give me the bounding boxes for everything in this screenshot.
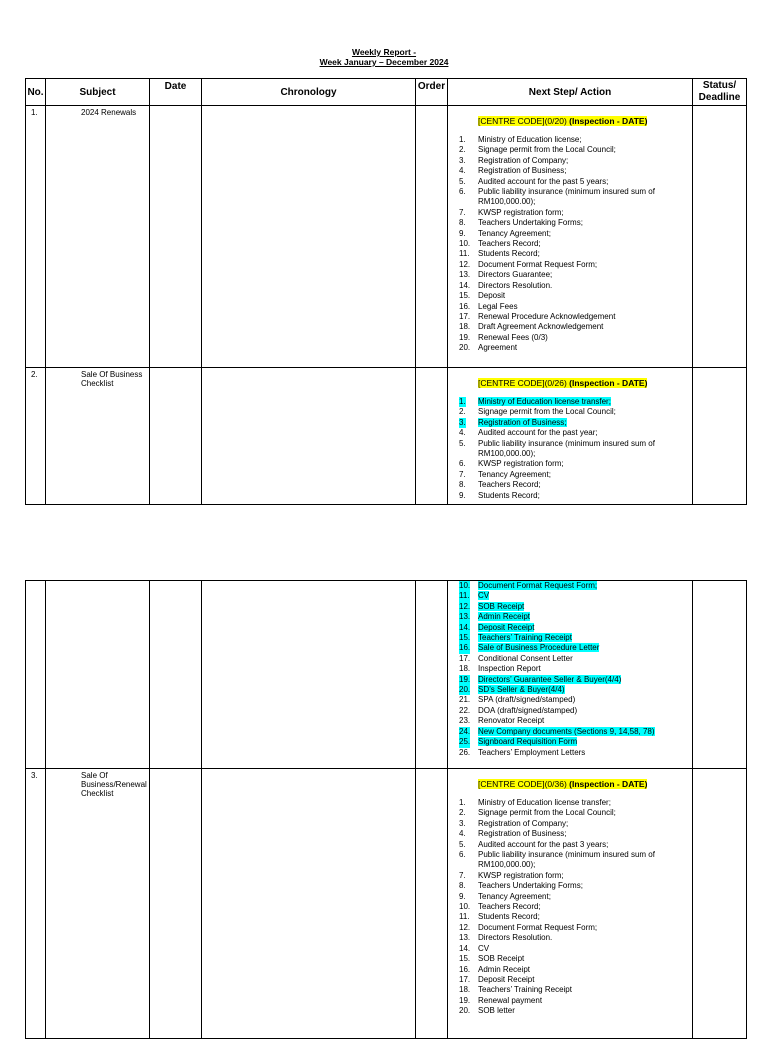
list-item-text: Tenancy Agreement;: [478, 891, 551, 901]
list-item-text: Students Record;: [478, 249, 540, 259]
centre-code-label: [CENTRE CODE](0/20) (Inspection - DATE): [478, 116, 648, 126]
list-item-text: Registration of Business;: [478, 166, 567, 176]
list-item-text: SOB Receipt: [478, 601, 525, 611]
list-item-text: Document Format Request Form;: [478, 581, 598, 590]
list-item-text: Public liability insurance (minimum insured sum of RM100,000.00);: [478, 850, 655, 870]
list-item: 6. KWSP registration form;: [459, 459, 564, 469]
list-item-text: Conditional Consent Letter: [478, 653, 573, 663]
list-item: 18. Inspection Report: [459, 664, 541, 674]
list-item: 26. Teachers’ Employment Letters: [459, 747, 586, 757]
list-item-text: Inspection Report: [478, 664, 541, 674]
row-chronology: [202, 106, 416, 368]
list-item: 2. Signage permit from the Local Council;: [459, 145, 616, 155]
list-item-text: Audited account for the past 3 years;: [478, 839, 609, 849]
list-item-text: SOB letter: [478, 1006, 515, 1016]
table-row: [26, 769, 747, 1039]
list-item-text: Admin Receipt: [478, 964, 531, 974]
list-item-text: Signboard Requisition Form: [478, 737, 578, 747]
list-item: 3. Registration of Company;: [459, 818, 569, 828]
list-item-text: CV: [478, 943, 490, 953]
list-item-text: Renovator Receipt: [478, 716, 545, 726]
list-item-text: Admin Receipt: [478, 612, 531, 622]
col-header-order: Order: [416, 79, 448, 106]
list-item: 9. Students Record;: [459, 490, 540, 500]
col-header-no: No.: [26, 79, 46, 106]
row-subject: Sale Of Business/Renewal Checklist: [81, 771, 147, 798]
list-item: 14. Deposit Receipt: [459, 622, 535, 632]
row-subject: 2024 Renewals: [81, 108, 137, 117]
col-header-status-label: Status/ Deadline: [698, 80, 741, 103]
row-status: [693, 769, 747, 1039]
row-next-step: [448, 581, 693, 769]
list-item: 17. Deposit Receipt: [459, 974, 535, 984]
row-subject: Sale Of Business Checklist: [81, 370, 143, 388]
list-item-text: Ministry of Education license;: [478, 135, 582, 144]
row-next-step: [448, 106, 693, 368]
list-item: 7. Tenancy Agreement;: [459, 469, 551, 479]
row-chronology: [202, 769, 416, 1039]
report-title: Weekly Report -: [351, 47, 417, 57]
list-item: 15. SOB Receipt: [459, 954, 525, 964]
list-item: 5. Public liability insurance (minimum insured sum of RM100,000.00);: [459, 438, 655, 459]
row-order: [416, 368, 448, 505]
list-item-text: Teachers’ Training Receipt: [478, 985, 572, 995]
list-item: 8. Teachers Undertaking Forms;: [459, 881, 583, 891]
row-number: 1.: [31, 108, 38, 117]
list-item: 7. KWSP registration form;: [459, 207, 564, 217]
list-item-text: Public liability insurance (minimum insured sum of RM100,000.00);: [478, 187, 655, 207]
list-item-text: SD’s Seller & Buyer(4/4): [478, 685, 565, 695]
list-item: 13. Directors Guarantee;: [459, 270, 553, 280]
list-item: 12. Document Format Request Form;: [459, 922, 598, 932]
list-item: 16. Sale of Business Procedure Letter: [459, 643, 600, 653]
list-item: 10. Teachers Record;: [459, 239, 541, 249]
list-item: 11. Students Record;: [459, 912, 540, 922]
list-item: 17. Conditional Consent Letter: [459, 653, 573, 663]
list-item-text: Sale of Business Procedure Letter: [478, 643, 600, 653]
list-item-text: Registration of Business;: [478, 417, 567, 427]
list-item-text: KWSP registration form;: [478, 207, 564, 217]
list-item: 1. Ministry of Education license transfer;: [459, 798, 611, 807]
list-item: 21. SPA (draft/signed/stamped): [459, 695, 576, 705]
list-item: 4. Registration of Business;: [459, 829, 567, 839]
table-row: [26, 368, 747, 505]
list-item-text: Tenancy Agreement;: [478, 228, 551, 238]
row-chronology: [202, 581, 416, 769]
list-item: 24. New Company documents (Sections 9, 14,58, 78): [459, 726, 655, 736]
table-row: [26, 106, 747, 368]
list-item-text: Tenancy Agreement;: [478, 469, 551, 479]
list-item: 14. CV: [459, 943, 490, 953]
list-item: 7. KWSP registration form;: [459, 870, 564, 880]
list-item: 4. Registration of Business;: [459, 166, 567, 176]
list-item: 2. Signage permit from the Local Council;: [459, 407, 616, 417]
list-item-text: KWSP registration form;: [478, 870, 564, 880]
list-item-text: SOB Receipt: [478, 954, 525, 964]
list-item-text: Directors Resolution.: [478, 280, 553, 290]
list-item: 20. SD’s Seller & Buyer(4/4): [459, 685, 565, 695]
list-item-text: Registration of Company;: [478, 155, 569, 165]
row-status: [693, 581, 747, 769]
list-item-text: Agreement: [478, 343, 518, 353]
list-item-text: Draft Agreement Acknowledgement: [478, 322, 604, 332]
list-item-text: Signage permit from the Local Council;: [478, 145, 616, 155]
list-item-text: Public liability insurance (minimum insured sum of RM100,000.00);: [478, 438, 655, 459]
row-date: [150, 581, 202, 769]
list-item: 15. Teachers’ Training Receipt: [459, 633, 572, 643]
list-item-text: Directors Guarantee;: [478, 270, 553, 280]
header-row: [26, 79, 747, 106]
list-item: 6. Public liability insurance (minimum insured sum of RM100,000.00);: [459, 850, 655, 870]
list-item: 19. Directors’ Guarantee Seller & Buyer(4/4): [459, 674, 622, 684]
list-item: 11. CV: [459, 591, 490, 601]
list-item: 12. Document Format Request Form;: [459, 259, 598, 269]
list-item-text: Registration of Company;: [478, 818, 569, 828]
list-item: 9. Tenancy Agreement;: [459, 228, 551, 238]
list-item: 8. Teachers Undertaking Forms;: [459, 218, 583, 228]
list-item-text: Teachers Undertaking Forms;: [478, 218, 583, 228]
report-subtitle: Week January – December 2024: [319, 57, 449, 67]
list-item-text: Directors Resolution.: [478, 933, 553, 943]
list-item-text: Signage permit from the Local Council;: [478, 407, 616, 417]
list-item-text: Renewal payment: [478, 995, 543, 1005]
list-item: 14. Directors Resolution.: [459, 280, 553, 290]
list-item: 18. Teachers’ Training Receipt: [459, 985, 572, 995]
list-item: 20. Agreement: [459, 343, 518, 353]
list-item: 8. Teachers Record;: [459, 480, 541, 490]
list-item-text: Registration of Business;: [478, 829, 567, 839]
list-item: 9. Tenancy Agreement;: [459, 891, 551, 901]
row-number: 3.: [31, 771, 38, 780]
list-item-text: Teachers Record;: [478, 902, 541, 912]
row-status: [693, 368, 747, 505]
report-table-part1: [25, 78, 747, 505]
list-item: 13. Directors Resolution.: [459, 933, 553, 943]
list-item: 5. Audited account for the past 5 years;: [459, 176, 609, 186]
list-item-text: Signage permit from the Local Council;: [478, 808, 616, 818]
list-item-text: Audited account for the past year;: [478, 428, 598, 438]
list-item: 11. Students Record;: [459, 249, 540, 259]
row-chronology: [202, 368, 416, 505]
list-item: 20. SOB letter: [459, 1006, 515, 1016]
list-item: 4. Audited account for the past year;: [459, 428, 598, 438]
list-item: 3. Registration of Company;: [459, 155, 569, 165]
row-order: [416, 769, 448, 1039]
checklist: [448, 397, 692, 501]
list-item-text: Document Format Request Form;: [478, 259, 598, 269]
col-header-status: [693, 79, 747, 106]
list-item-text: Teachers’ Employment Letters: [478, 747, 586, 757]
list-item-text: Teachers Record;: [478, 239, 541, 249]
row-date: [150, 368, 202, 505]
list-item-text: Teachers Record;: [478, 480, 541, 490]
list-item-text: New Company documents (Sections 9, 14,58, 78): [478, 726, 655, 736]
list-item: 15. Deposit: [459, 291, 506, 301]
list-item: 25. Signboard Requisition Form: [459, 737, 578, 747]
report-table-part2: [25, 580, 747, 1039]
list-item-text: Audited account for the past 5 years;: [478, 176, 609, 186]
list-item: 12. SOB Receipt: [459, 601, 525, 611]
list-item-text: DOA (draft/signed/stamped): [478, 705, 578, 715]
list-item-text: Renewal Procedure Acknowledgement: [478, 311, 616, 321]
list-item-text: Teachers Undertaking Forms;: [478, 881, 583, 891]
list-item-text: Ministry of Education license transfer;: [478, 798, 611, 807]
row-next-step: [448, 368, 693, 505]
checklist-continued: [448, 581, 692, 758]
list-item-text: Teachers’ Training Receipt: [478, 633, 572, 643]
checklist: [448, 135, 692, 354]
list-item: 10. Document Format Request Form;: [459, 581, 598, 590]
list-item-text: Legal Fees: [478, 301, 518, 311]
list-item: 6. Public liability insurance (minimum insured sum of RM100,000.00);: [459, 187, 655, 207]
list-item: 23. Renovator Receipt: [459, 716, 545, 726]
row-order: [416, 581, 448, 769]
list-item-text: KWSP registration form;: [478, 459, 564, 469]
list-item: 3. Registration of Business;: [459, 417, 567, 427]
list-item: 19. Renewal Fees (0/3): [459, 332, 548, 342]
list-item: 19. Renewal payment: [459, 995, 543, 1005]
list-item-text: Renewal Fees (0/3): [478, 332, 548, 342]
list-item-text: Students Record;: [478, 912, 540, 922]
list-item-text: Deposit Receipt: [478, 622, 535, 632]
row-number: 2.: [31, 370, 38, 379]
list-item: 1. Ministry of Education license;: [459, 135, 582, 144]
row-date: [150, 769, 202, 1039]
list-item-text: Deposit Receipt: [478, 974, 535, 984]
col-header-chronology: Chronology: [202, 79, 416, 106]
list-item-text: Deposit: [478, 291, 506, 301]
col-header-subject: Subject: [46, 79, 150, 106]
row-order: [416, 106, 448, 368]
table-row: [26, 581, 747, 769]
list-item: 17. Renewal Procedure Acknowledgement: [459, 311, 616, 321]
list-item-text: Directors’ Guarantee Seller & Buyer(4/4): [478, 674, 622, 684]
list-item: 10. Teachers Record;: [459, 902, 541, 912]
row-next-step: [448, 769, 693, 1039]
list-item-text: SPA (draft/signed/stamped): [478, 695, 576, 705]
list-item: 16. Legal Fees: [459, 301, 518, 311]
col-header-date: Date: [150, 79, 202, 106]
list-item: 5. Audited account for the past 3 years;: [459, 839, 609, 849]
list-item: 13. Admin Receipt: [459, 612, 531, 622]
centre-code-label: [CENTRE CODE](0/26) (Inspection - DATE): [478, 378, 648, 388]
col-header-next-step: Next Step/ Action: [448, 79, 693, 106]
list-item: 2. Signage permit from the Local Council;: [459, 808, 616, 818]
checklist: [448, 798, 692, 1017]
list-item: 22. DOA (draft/signed/stamped): [459, 705, 578, 715]
list-item: 18. Draft Agreement Acknowledgement: [459, 322, 604, 332]
list-item-text: Students Record;: [478, 490, 540, 500]
list-item-text: CV: [478, 591, 490, 601]
list-item: 1. Ministry of Education license transfer;: [459, 397, 611, 406]
list-item-text: Document Format Request Form;: [478, 922, 598, 932]
row-status: [693, 106, 747, 368]
list-item-text: Ministry of Education license transfer;: [478, 397, 611, 406]
list-item: 16. Admin Receipt: [459, 964, 531, 974]
centre-code-label: [CENTRE CODE](0/36) (Inspection - DATE): [478, 779, 648, 789]
row-date: [150, 106, 202, 368]
